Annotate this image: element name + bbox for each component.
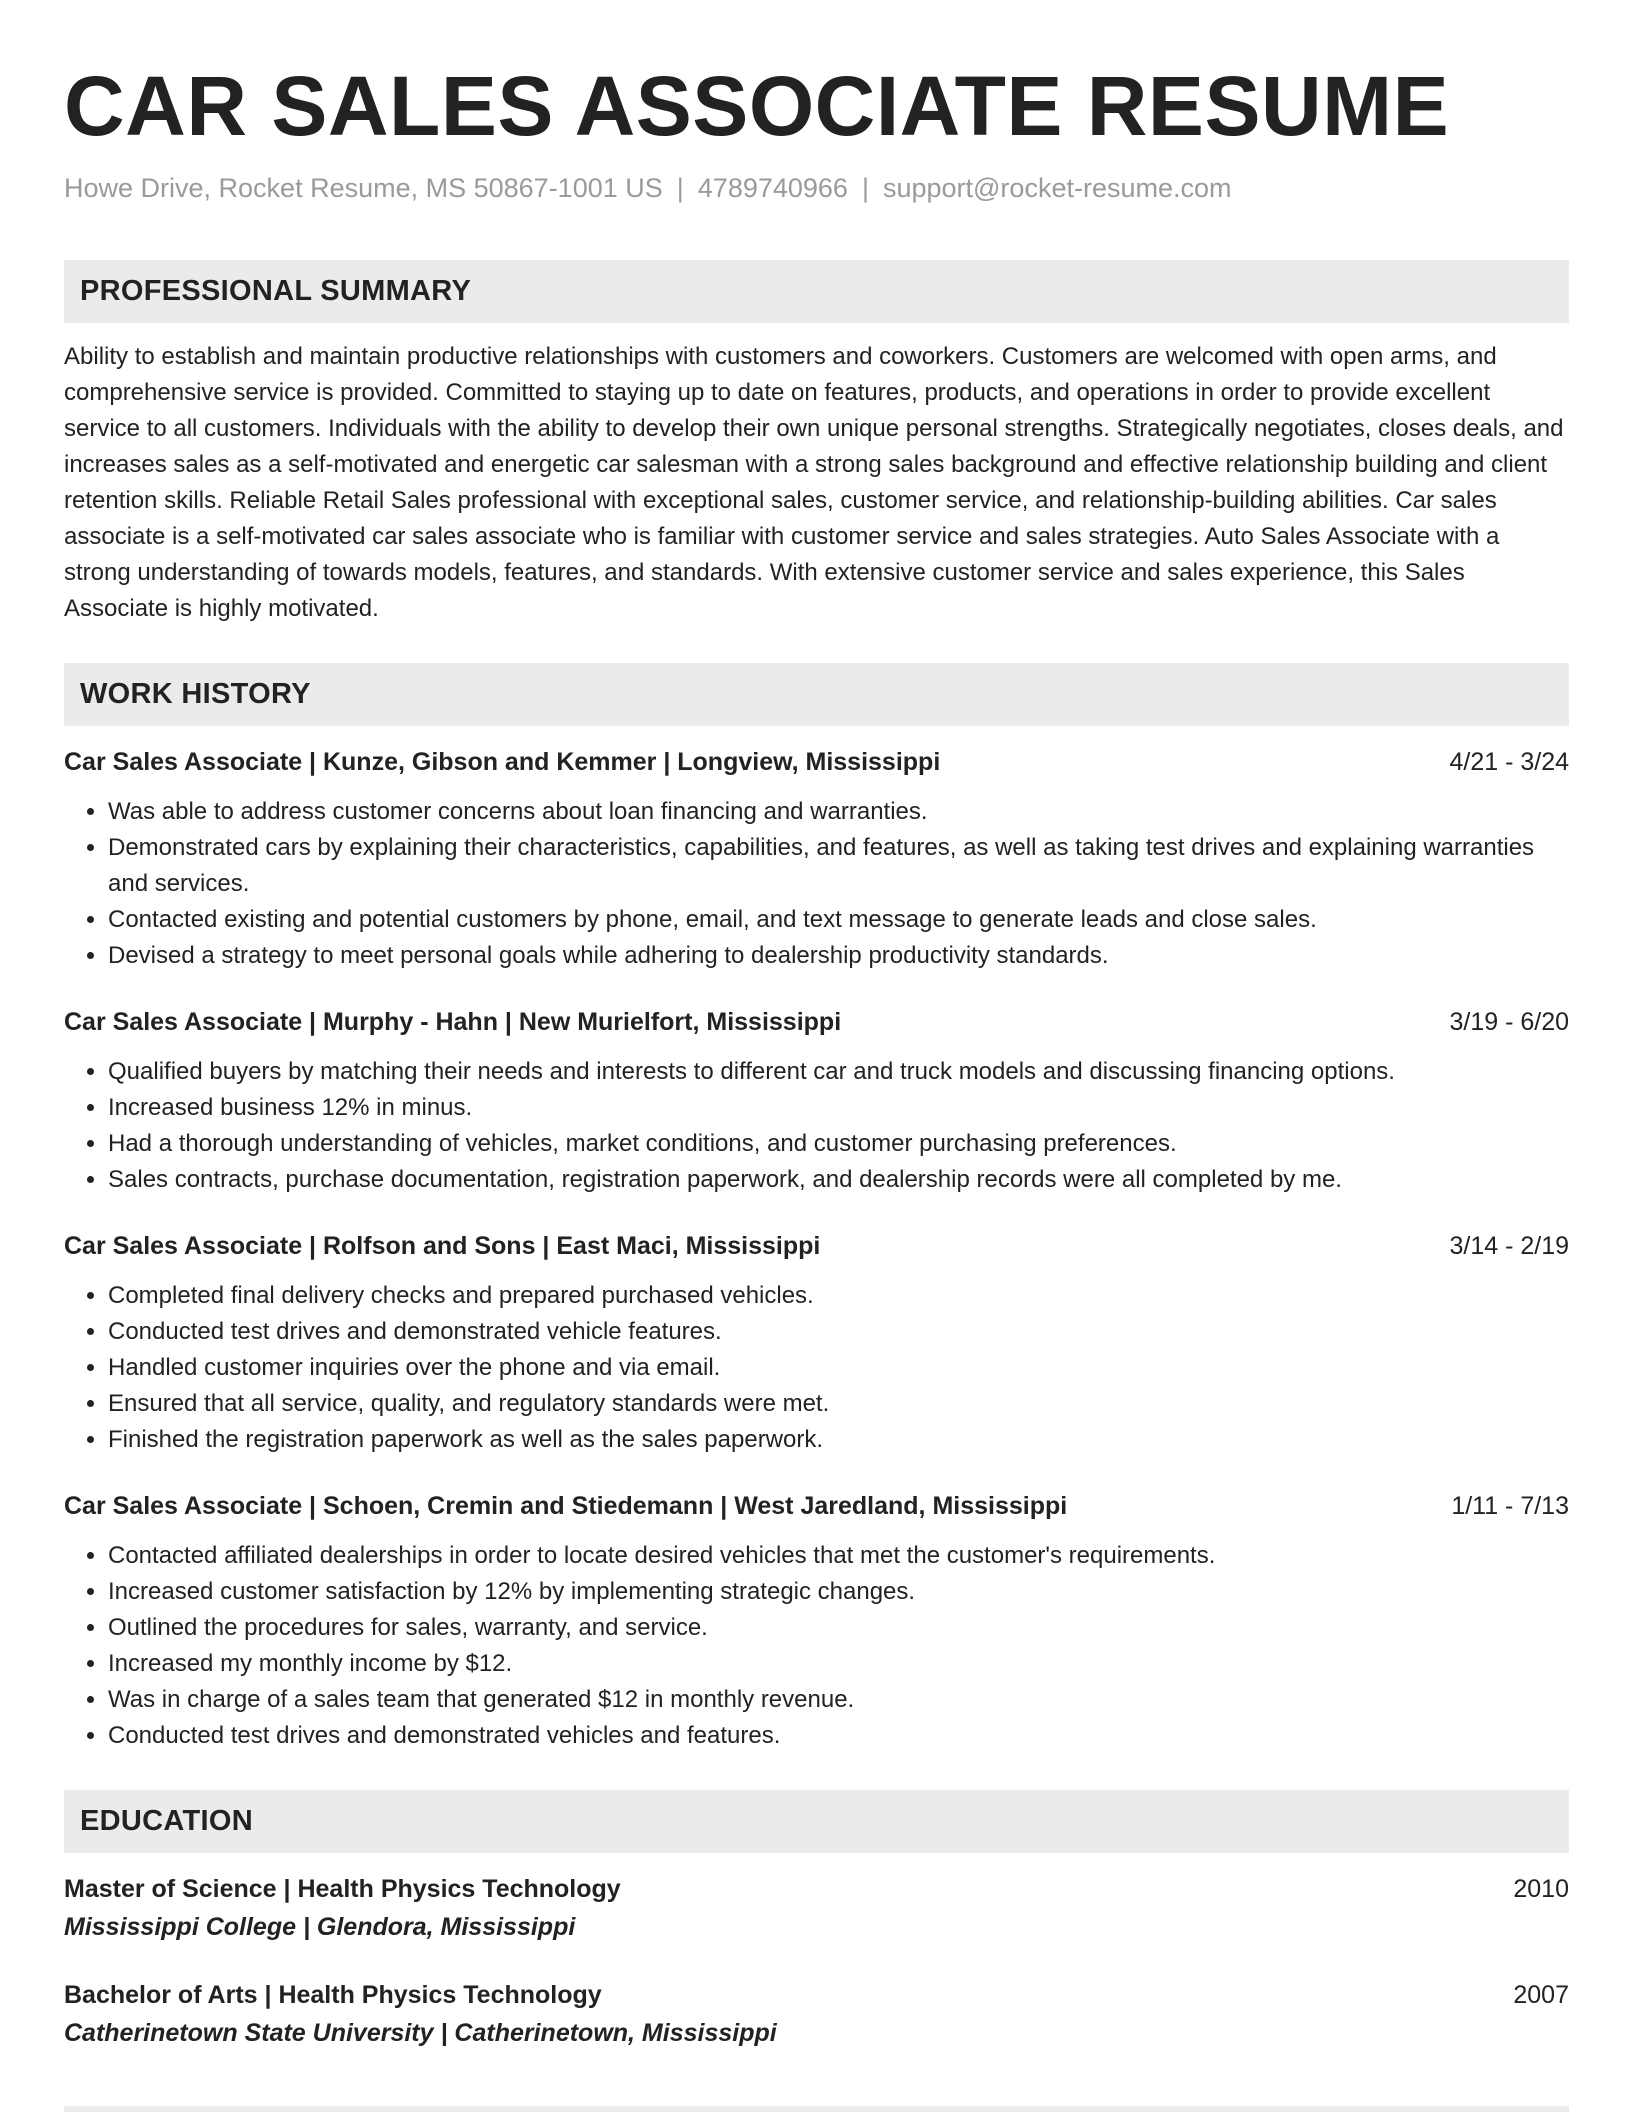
job-entry: [64, 1488, 1569, 1754]
school-name: Catherinetown State University | Catherinetown, Mississippi: [64, 2019, 777, 2047]
job-bullet: • Devised a strategy to meet personal goals while adhering to dealership productivity standards.: [108, 938, 1569, 974]
job-dates: 3/14 - 2/19: [1449, 1232, 1569, 1260]
job-bullet: • Conducted test drives and demonstrated vehicle features.: [108, 1314, 1569, 1350]
job-header: [64, 744, 1569, 780]
job-title: Car Sales Associate | Murphy - Hahn | New Murielfort, Mississippi: [64, 1008, 842, 1036]
job-bullet: • Handled customer inquiries over the phone and via email.: [108, 1350, 1569, 1386]
section-header-work-history: WORK HISTORY: [64, 663, 1569, 726]
bottom-divider: [64, 2106, 1569, 2112]
degree-title: Master of Science | Health Physics Technology: [64, 1875, 621, 1903]
contact-separator: |: [676, 173, 684, 203]
section-header-education: EDUCATION: [64, 1790, 1569, 1853]
job-dates: 4/21 - 3/24: [1449, 748, 1569, 776]
job-bullet: • Completed final delivery checks and prepared purchased vehicles.: [108, 1278, 1569, 1314]
education-entry: [64, 1871, 1569, 1947]
job-bullet: • Conducted test drives and demonstrated vehicles and features.: [108, 1718, 1569, 1754]
contact-separator: |: [861, 173, 869, 203]
education-header: [64, 1871, 1569, 1907]
degree-title: Bachelor of Arts | Health Physics Technology: [64, 1981, 602, 2009]
summary-text: Ability to establish and maintain productive relationships with customers and coworkers. Customers are welcomed with open arms, and comprehensive service is provided. Committed to staying up to date on features, products, and operations in order to provide excellent service to all customers. Individuals with the ability to develop their own unique personal strengths. Strategically negotiates, closes deals, and increases sales as a self-motivated and energetic car salesman with a strong sales background and effective relationship building and client retention skills. Reliable Retail Sales professional with exceptional sales, customer service, and relationship-building abilities. Car sales associate is a self-motivated car sales associate who is familiar with customer service and sales strategies. Auto Sales Associate with a strong understanding of towards models, features, and standards. With extensive customer service and sales experience, this Sales Associate is highly motivated.: [64, 343, 1564, 622]
job-bullet: • Sales contracts, purchase documentation, registration paperwork, and dealership records were all completed by me.: [108, 1162, 1569, 1198]
contact-address: Howe Drive, Rocket Resume, MS 50867-1001 US: [64, 173, 663, 203]
job-title: Car Sales Associate | Kunze, Gibson and Kemmer | Longview, Mississippi: [64, 748, 941, 776]
job-dates: 3/19 - 6/20: [1449, 1008, 1569, 1036]
job-bullet: • Was able to address customer concerns about loan financing and warranties.: [108, 794, 1569, 830]
job-bullet: • Had a thorough understanding of vehicles, market conditions, and customer purchasing preferences.: [108, 1126, 1569, 1162]
job-bullet: • Qualified buyers by matching their needs and interests to different car and truck models and discussing financing options.: [108, 1054, 1569, 1090]
job-bullets: [64, 1538, 1569, 1754]
school-name: Mississippi College | Glendora, Mississippi: [64, 1913, 576, 1941]
job-title: Car Sales Associate | Schoen, Cremin and Stiedemann | West Jaredland, Mississippi: [64, 1492, 1068, 1520]
job-header: [64, 1228, 1569, 1264]
job-dates: 1/11 - 7/13: [1451, 1492, 1569, 1520]
job-bullets: [64, 794, 1569, 974]
job-bullet: • Increased customer satisfaction by 12% by implementing strategic changes.: [108, 1574, 1569, 1610]
job-entry: [64, 744, 1569, 974]
resume-title: CAR SALES ASSOCIATE RESUME: [64, 59, 1450, 153]
education-header: [64, 1977, 1569, 2013]
graduation-year: 2007: [1513, 1981, 1569, 2009]
job-bullet: • Ensured that all service, quality, and regulatory standards were met.: [108, 1386, 1569, 1422]
job-bullets: [64, 1278, 1569, 1458]
job-bullets: [64, 1054, 1569, 1198]
job-header: [64, 1488, 1569, 1524]
contact-line: [64, 170, 1569, 206]
job-header: [64, 1004, 1569, 1040]
job-bullet: • Was in charge of a sales team that generated $12 in monthly revenue.: [108, 1682, 1569, 1718]
job-bullet: • Increased business 12% in minus.: [108, 1090, 1569, 1126]
job-bullet: • Contacted existing and potential customers by phone, email, and text message to generate leads and close sales.: [108, 902, 1569, 938]
job-entry: [64, 1228, 1569, 1458]
job-bullet: • Demonstrated cars by explaining their characteristics, capabilities, and features, as well as taking test drives and explaining warranties and services.: [108, 830, 1569, 902]
job-title: Car Sales Associate | Rolfson and Sons | East Maci, Mississippi: [64, 1232, 821, 1260]
job-entry: [64, 1004, 1569, 1198]
education-entry: [64, 1977, 1569, 2053]
contact-email: support@rocket-resume.com: [882, 173, 1232, 203]
graduation-year: 2010: [1513, 1875, 1569, 1903]
job-bullet: • Increased my monthly income by $12.: [108, 1646, 1569, 1682]
section-header-summary: PROFESSIONAL SUMMARY: [64, 260, 1569, 323]
job-bullet: • Contacted affiliated dealerships in order to locate desired vehicles that met the customer's requirements.: [108, 1538, 1569, 1574]
job-bullet: • Finished the registration paperwork as well as the sales paperwork.: [108, 1422, 1569, 1458]
contact-phone: 4789740966: [697, 173, 848, 203]
job-bullet: • Outlined the procedures for sales, warranty, and service.: [108, 1610, 1569, 1646]
